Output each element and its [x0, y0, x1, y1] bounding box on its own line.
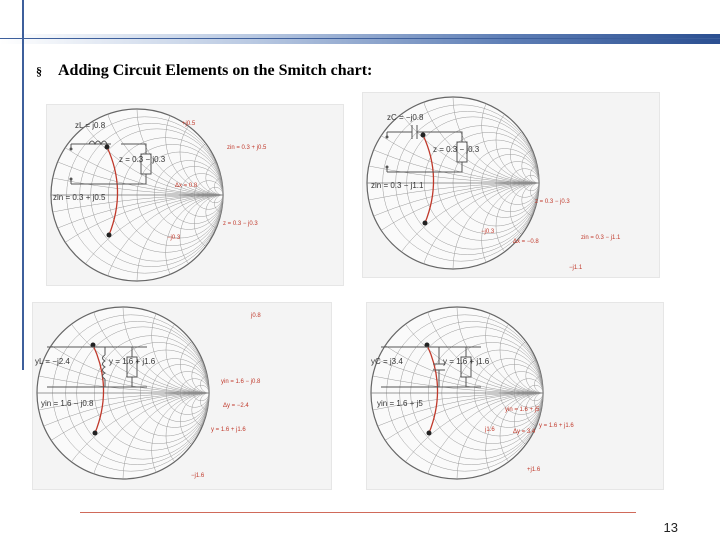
point-marker [423, 221, 428, 226]
chart-label: −j0.3 [481, 229, 495, 235]
figure-shunt-inductor [32, 302, 332, 490]
point-marker [427, 431, 432, 436]
chart-label: z = 0.3 − j0.3 [535, 199, 570, 205]
circuit-label: z = 0.3 − j0.3 [119, 155, 166, 164]
chart-label: −j0.3 [167, 235, 181, 241]
slide-title [36, 62, 372, 80]
bullet-icon: § [36, 64, 42, 78]
circuit-label: y = 1.6 + j1.6 [109, 357, 156, 366]
slide-title-text: Adding Circuit Elements on the Smitch chart: [58, 62, 373, 79]
circuit-label: zin = 0.3 − j1.1 [371, 181, 424, 190]
chart-label: Δy = 3.4 [513, 429, 536, 435]
title-bar-gradient [0, 34, 720, 44]
circuit-label: zC = −j0.8 [387, 113, 424, 122]
chart-label: +j1.6 [527, 467, 541, 473]
top-accent-line [0, 38, 720, 39]
page-number: 13 [663, 520, 678, 535]
footer-divider [80, 512, 636, 513]
point-marker [107, 233, 112, 238]
chart-label: yin = 1.6 − j0.8 [221, 379, 261, 385]
chart-label: −j1.6 [191, 473, 205, 479]
chart-label: Δx = 0.8 [175, 183, 198, 189]
circuit-label: y = 1.6 + j1.6 [443, 357, 490, 366]
figure-series-capacitor [362, 92, 660, 278]
chart-label: y = 1.6 + j1.6 [211, 427, 246, 433]
chart-label: z = 0.3 − j0.3 [223, 221, 258, 227]
chart-label: zin = 0.3 + j0.5 [227, 145, 267, 151]
circuit-label: yin = 1.6 − j0.8 [41, 399, 94, 408]
chart-label: Δx = −0.8 [513, 239, 539, 245]
chart-label: zin = 0.3 − j1.1 [581, 235, 621, 241]
chart-label: Δy = −2.4 [223, 403, 249, 409]
left-accent-line [22, 0, 24, 370]
point-marker [93, 431, 98, 436]
circuit-label: yC = j3.4 [371, 357, 403, 366]
circuit-label: zin = 0.3 + j0.5 [53, 193, 106, 202]
circuit-label: yL = −j2.4 [35, 357, 70, 366]
figure-shunt-capacitor [366, 302, 664, 490]
figure-series-inductor [46, 104, 344, 286]
chart-label: +j0.5 [182, 121, 196, 127]
circuit-label: zL = j0.8 [75, 121, 106, 130]
chart-label: yin = 1.6 + j5 [505, 407, 540, 413]
circuit-label: z = 0.3 − j0.3 [433, 145, 480, 154]
chart-label: j1.6 [485, 427, 495, 433]
chart-label: j0.8 [251, 313, 261, 319]
chart-label: y = 1.6 + j1.6 [539, 423, 574, 429]
circuit-diagram [51, 109, 171, 219]
circuit-label: yin = 1.6 + j5 [377, 399, 423, 408]
chart-label: −j1.1 [569, 265, 583, 271]
